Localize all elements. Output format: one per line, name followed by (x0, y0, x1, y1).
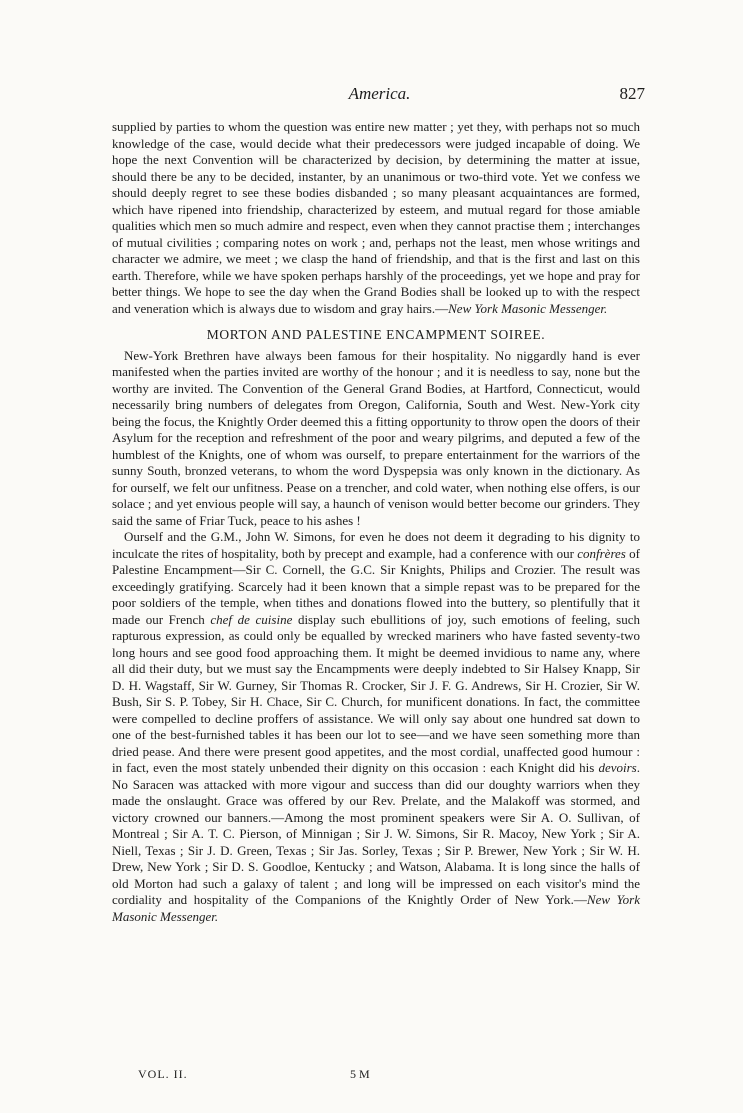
signature-mark: 5 M (350, 1067, 370, 1081)
article-heading: MORTON AND PALESTINE ENCAMPMENT SOIREE. (206, 327, 546, 342)
continued-paragraph-text: supplied by parties to whom the question was entire new matter ; yet they, with perhaps not so much knowledge of the case, would decide what their predecessors were judged incapable of doing. We hope the next Convention will be characterized by decision, by determining the matter at issue, should there be any to be decided, instanter, by an unanimous or two-third vote. Yet we confess we should deeply regret to see these bodies disbanded ; so many pleasant acquaintances are formed, which have ripened into friendship, characterized by esteem, and mutual regard for those amiable qualities which men so much admire and respect, even when they cannot practise them ; interchanges of mutual civilities ; comparing notes on work ; and, perhaps not the least, men whose writings and character we admire, we meet ; we clasp the hand of friendship, and that is the first and last on this earth. Therefore, while we have spoken perhaps harshly of the proceedings, yet we hope and pray for better things. We hope to see the day when the Grand Bodies shall be looked up to with the respect and veneration which is always due to wisdom and gray hairs.— (112, 119, 640, 316)
page-body (112, 119, 640, 925)
paragraph-2-italic-chef: chef de cuisine (210, 611, 293, 627)
article-paragraph-1: New-York Brethren have always been famous for their hospitality. No niggardly hand is ever manifested when the parties invited are worthy of the honour ; and it is needless to say, none but the worthy are invited. The Convention of the General Grand Bodies, at Hartford, Connecticut, would necessarily bring numbers of delegates from Oregon, California, South and West. New-York city being the focus, the Knightly Order deemed this a fitting opportunity to throw open the doors of their Asylum for the reception and refreshment of the poor and weary pilgrims, and deputed a few of the humblest of the Knights, one of whom was ourself, to prepare entertainment for the warriors of the sunny South, bronzed veterans, to whom the word Dyspepsia was only known in the dictionary. As for ourself, we felt our unfitness. Pease on a trencher, and cold water, when nothing else offers, is our solace ; and yet envious people will say, a haunch of venison would better become our grinders. They said the same of Friar Tuck, peace to his ashes ! (112, 347, 640, 528)
paragraph-2-italic-devoirs: devoirs (598, 760, 637, 775)
page-header (112, 84, 647, 108)
volume-label: VOL. II. (138, 1067, 188, 1081)
continued-paragraph (112, 119, 640, 317)
running-title: America. (348, 84, 411, 103)
paragraph-2-part-b: of Palestine Encampment—Sir C. Cornell, the G.C. Sir Knights, Philips and Crozier. The result was exceedingly gratifying. Scarcely had it been known that a simple repast was to be prepared for the poor soldiers of the temple, when tithes and donations flowed into the buttery, so plentifully that it made our French (112, 545, 640, 627)
paragraph-2-italic-confreres: confrères (577, 545, 626, 561)
page-footer (138, 1067, 638, 1085)
article-paragraph-2 (112, 529, 640, 925)
article-source: New York Masonic Messenger. (112, 892, 640, 924)
continued-paragraph-source: New York Masonic Messenger. (448, 300, 608, 316)
paragraph-2-part-c: display such ebullitions of joy, such emotions of feeling, such rapturous expression, as could only be equalled by wrecked mariners who have fasted seventy-two long hours and see good food approaching them. It might be deemed invidious to name any, where all did their duty, but we must say the Encampments were deeply indebted to Sir Halsey Knapp, Sir D. H. Wagstaff, Sir W. Gurney, Sir Thomas R. Crocker, Sir J. F. G. Andrews, Sir H. Crozier, Sir W. Bush, Sir S. P. Tobey, Sir H. Chace, Sir C. Church, for munificent donations. In fact, the committee were compelled to decline proffers of assistance. We will only say about one hundred sat down to one of the best-furnished tables it has been our lot to see—and we have seen something more than dried pease. And there were present good appetites, and the most cordial, unaffected good humour : in fact, even the most stately unbended their dignity on this occasion : each Knight did his (112, 611, 640, 775)
paragraph-2-part-d: . No Saracen was attacked with more vigour and success than did our doughty warriors when they made the onslaught. Grace was offered by our Rev. Prelate, and the Malakoff was stormed, and victory crowned our banners.—Among the most prominent speakers were Sir A. O. Sullivan, of Montreal ; Sir A. T. C. Pierson, of Minnigan ; Sir J. W. Simons, Sir R. Macoy, New York ; Sir A. Niell, Texas ; Sir J. D. Green, Texas ; Sir Jas. Sorley, Texas ; Sir P. Brewer, New York ; Sir W. H. Drew, New York ; Sir D. S. Goodloe, Kentucky ; and Watson, Alabama. It is long since the halls of old Morton had such a galaxy of talent ; and long will be impressed on each visitor's mind the cordiality and hospitality of the Companions of the Knightly Order of New York.— (112, 760, 640, 907)
page-number: 827 (619, 84, 645, 103)
paragraph-2-part-a: Ourself and the G.M., John W. Simons, for even he does not deem it degrading to his dignity to inculcate the rites of hospitality, both by precept and example, had a conference with our (112, 529, 640, 561)
